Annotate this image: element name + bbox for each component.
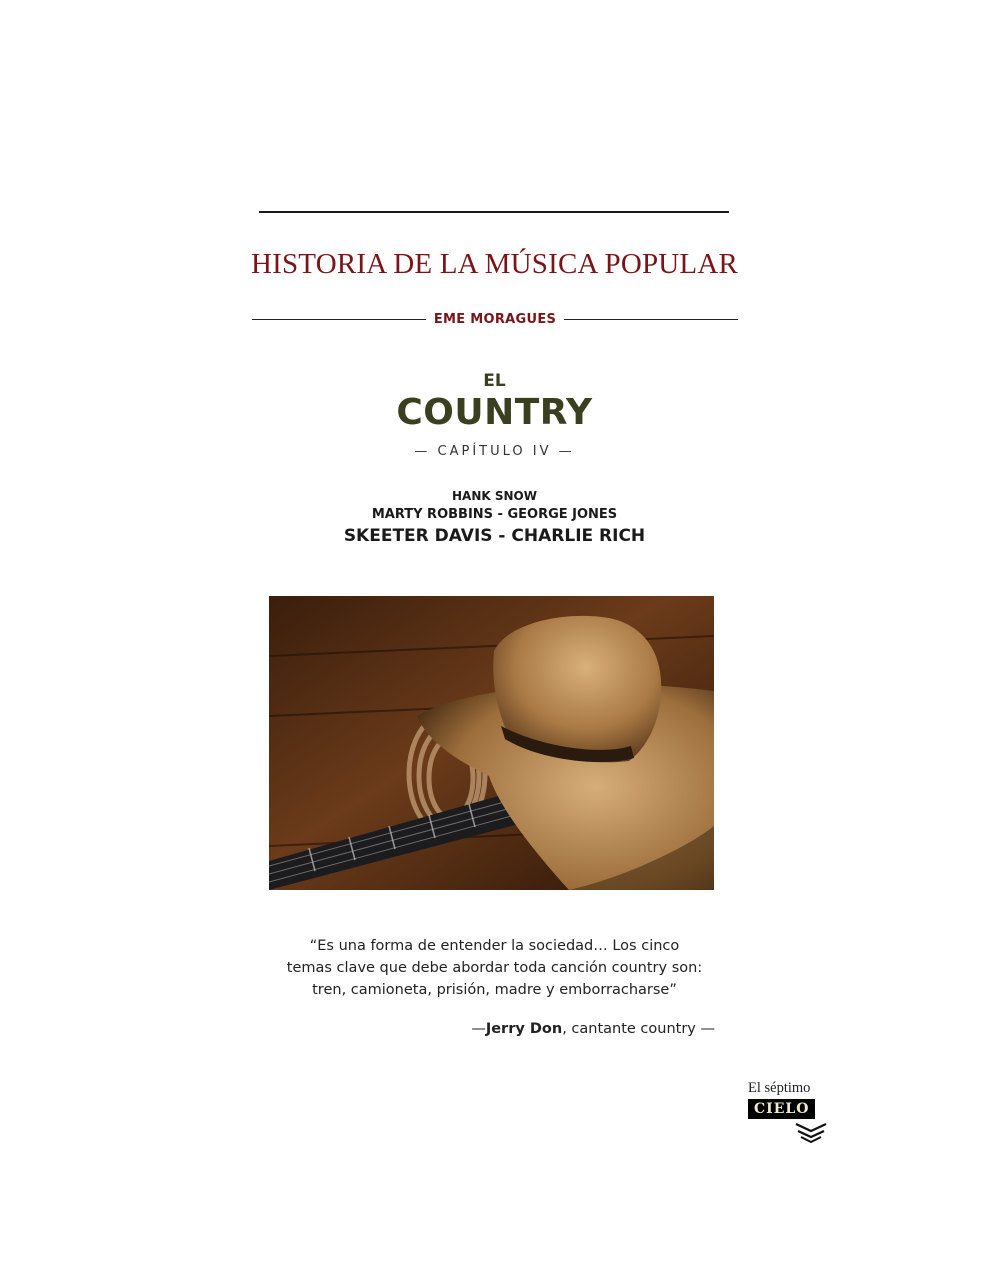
cover-photo xyxy=(269,596,714,890)
top-divider xyxy=(259,211,729,213)
quote-line-2: temas clave que debe abordar toda canción country son: xyxy=(286,960,703,976)
epigraph-quote xyxy=(0,935,989,1001)
chevrons-icon xyxy=(794,1121,828,1143)
quote-line-3: tren, camioneta, prisión, madre y emborracharse” xyxy=(312,982,677,998)
series-title: HISTORIA DE LA MÚSICA POPULAR xyxy=(250,248,739,280)
attribution-prefix: — xyxy=(471,1021,486,1037)
chapter-number: — CAPÍTULO IV — xyxy=(414,444,575,459)
quote-line-1: “Es una forma de entender la sociedad… Los cinco xyxy=(309,938,680,954)
chapter-pre-title: EL xyxy=(483,371,506,391)
logo-small-text: El séptimo xyxy=(748,1080,811,1096)
el-septimo-cielo-logo xyxy=(742,1080,834,1146)
author-rule-left xyxy=(252,319,426,320)
artists-line-2: MARTY ROBBINS - GEORGE JONES xyxy=(371,507,618,522)
attribution-suffix: , cantante country — xyxy=(562,1021,715,1037)
author-rule-right xyxy=(564,319,738,320)
attribution-name: Jerry Don xyxy=(485,1021,563,1037)
cowboy-hat-guitar-illustration xyxy=(269,596,714,890)
artists-line-1: HANK SNOW xyxy=(452,489,537,503)
author-name: EME MORAGUES xyxy=(433,311,557,327)
chapter-title: COUNTRY xyxy=(396,392,593,433)
artists-line-3: SKEETER DAVIS - CHARLIE RICH xyxy=(343,526,646,546)
author-row xyxy=(252,309,738,329)
logo-big-text: CIELO xyxy=(748,1099,815,1119)
quote-attribution xyxy=(0,1021,715,1037)
